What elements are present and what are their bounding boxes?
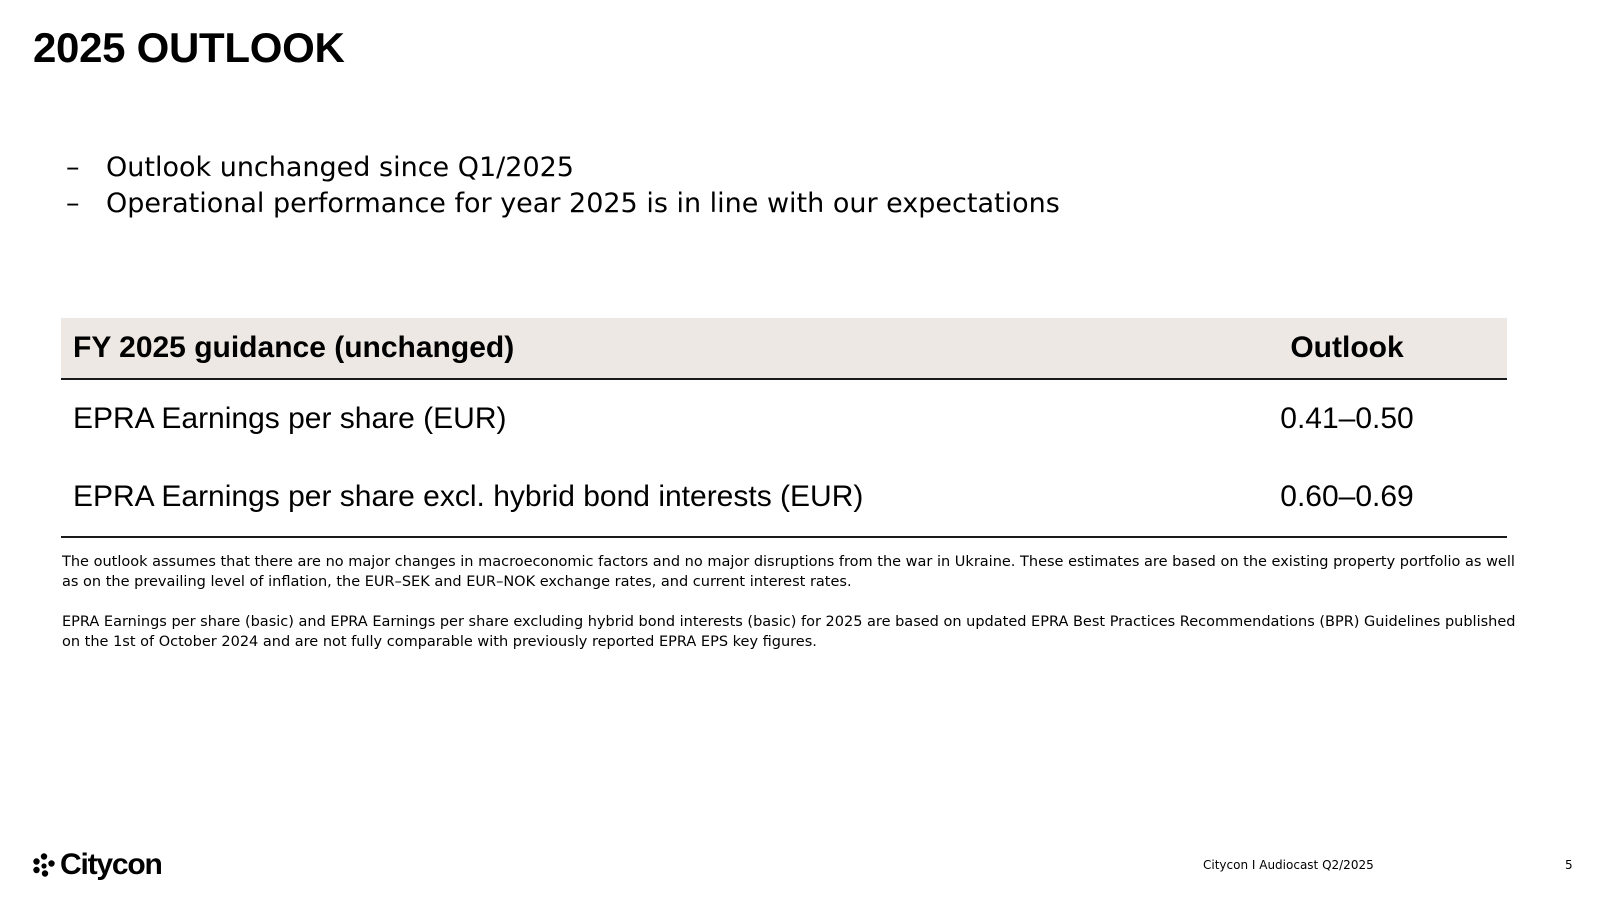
- column-header-outlook: Outlook: [1187, 318, 1507, 379]
- bullet-item: [66, 186, 1060, 222]
- slide-title: 2025 OUTLOOK: [33, 24, 345, 71]
- table-row: [61, 458, 1507, 537]
- row-value: 0.41–0.50: [1280, 402, 1414, 435]
- column-header-guidance: FY 2025 guidance (unchanged): [61, 318, 1187, 379]
- footnotes: [62, 552, 1527, 672]
- row-label: EPRA Earnings per share excl. hybrid bond interests (EUR): [61, 458, 1187, 537]
- bullet-text: Operational performance for year 2025 is in line with our expectations: [106, 188, 1060, 219]
- footnote-epra: EPRA Earnings per share (basic) and EPRA Earnings per share excluding hybrid bond interests (basic) for 2025 are based on updated EPRA Best Practices Recommendations (BPR) Guidelines published on the 1st of October 2024 and are not fully comparable with previously reported EPRA EPS key figures.: [62, 614, 1516, 650]
- bullet-dash: –: [66, 152, 80, 183]
- table-header-row: [61, 318, 1507, 379]
- logo-wordmark: Citycon: [60, 848, 162, 881]
- bullet-text: Outlook unchanged since Q1/2025: [106, 152, 574, 183]
- row-label: EPRA Earnings per share (EUR): [73, 402, 507, 435]
- row-value: 0.60–0.69: [1187, 458, 1507, 537]
- table-row: [61, 379, 1507, 458]
- citycon-logo: [33, 848, 162, 882]
- bullet-item: [66, 150, 1060, 186]
- footnote-assumptions: The outlook assumes that there are no major changes in macroeconomic factors and no major disruptions from the war in Ukraine. These estimates are based on the existing property portfolio as well as on the prevailing level of inflation, the EUR–SEK and EUR–NOK exchange rates, and current interest rates.: [62, 554, 1515, 590]
- guidance-table: [61, 318, 1507, 538]
- page-number: 5: [1565, 858, 1573, 872]
- bullet-list: [66, 150, 1060, 222]
- citycon-dots-logo-icon: [33, 853, 55, 877]
- bullet-dash: –: [66, 188, 80, 219]
- presentation-label: Citycon I Audiocast Q2/2025: [1203, 858, 1374, 872]
